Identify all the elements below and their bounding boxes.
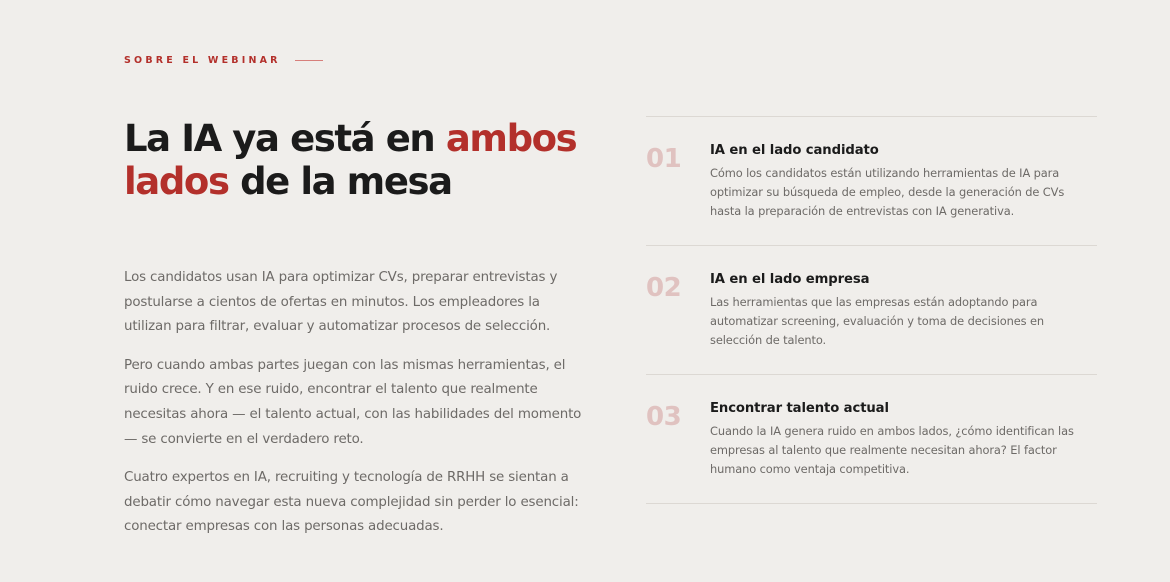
title-part-2: de la mesa	[240, 160, 452, 203]
feature-content	[710, 271, 1090, 350]
eyebrow-label: SOBRE EL WEBINAR	[124, 55, 281, 66]
feature-number: 02	[646, 273, 682, 303]
feature-title: Encontrar talento actual	[710, 401, 889, 416]
body-paragraph-2: Pero cuando ambas partes juegan con las mismas herramientas, el ruido crece. Y en ese ruido, encontrar el talento que realmente necesitas ahora — el talento actual, con las habilidades del momento — se convierte en el verdadero reto.	[124, 357, 582, 447]
feature-item-03	[646, 375, 1097, 504]
feature-content	[710, 400, 1090, 479]
feature-title: IA en el lado candidato	[710, 143, 879, 158]
feature-description: Cuando la IA genera ruido en ambos lados, ¿cómo identifican las empresas al talento que realmente necesitan ahora? El factor humano como ventaja competitiva.	[710, 424, 1074, 476]
body-paragraph-1: Los candidatos usan IA para optimizar CVs, preparar entrevistas y postularse a cientos de ofertas en minutos. Los empleadores la utilizan para filtrar, evaluar y automatizar procesos de selección.	[124, 270, 558, 335]
title-part-1: La IA ya está en	[124, 117, 435, 160]
section-title	[124, 117, 594, 203]
eyebrow-divider	[295, 60, 323, 61]
feature-item-02	[646, 246, 1097, 375]
feature-content	[710, 142, 1090, 221]
section-body	[124, 266, 584, 554]
feature-title: IA en el lado empresa	[710, 272, 870, 287]
feature-number: 03	[646, 402, 682, 432]
body-paragraph-3: Cuatro expertos en IA, recruiting y tecnología de RRHH se sientan a debatir cómo navegar esta nueva complejidad sin perder lo esencial: conectar empresas con las personas adecuadas.	[124, 470, 579, 535]
feature-number: 01	[646, 144, 682, 174]
feature-item-01	[646, 117, 1097, 246]
section-eyebrow	[124, 55, 323, 66]
feature-description: Las herramientas que las empresas están adoptando para automatizar screening, evaluación y toma de decisiones en selección de talento.	[710, 295, 1045, 347]
title-accent: ambos lados	[124, 117, 577, 203]
feature-description: Cómo los candidatos están utilizando herramientas de IA para optimizar su búsqueda de empleo, desde la generación de CVs hasta la preparación de entrevistas con IA generativa.	[710, 166, 1065, 218]
feature-list	[646, 116, 1097, 504]
